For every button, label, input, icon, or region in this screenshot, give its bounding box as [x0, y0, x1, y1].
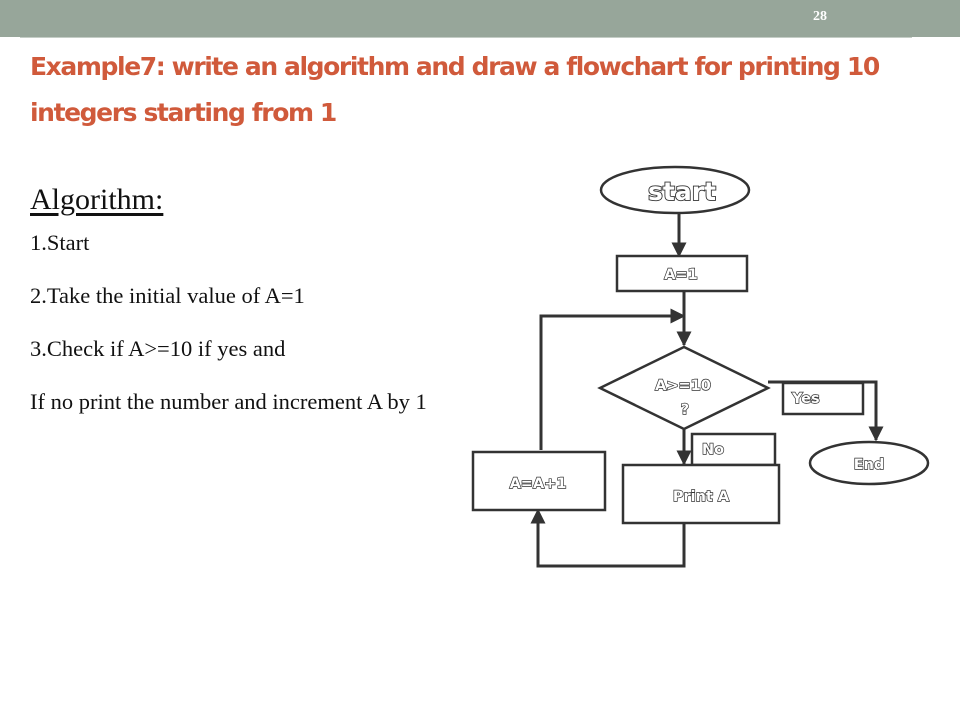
- no-label: No: [702, 442, 725, 458]
- yes-label: Yes: [792, 391, 820, 407]
- decision-label-line1: A>=10: [655, 378, 711, 394]
- algorithm-step-4: If no print the number and increment A by 1: [30, 389, 427, 414]
- start-label: start: [648, 177, 716, 206]
- algorithm-heading: Algorithm:: [30, 183, 164, 216]
- print-process-label: Print A: [672, 489, 730, 505]
- init-process-label: A=1: [664, 267, 698, 283]
- end-label: End: [853, 457, 885, 473]
- decision-label-line2: ?: [680, 402, 690, 418]
- slide-title: Example7: write an algorithm and draw a flowchart for printing 10 integers starting from 1: [30, 52, 879, 127]
- algorithm-step-1: 1.Start: [30, 230, 90, 255]
- algorithm-step-2: 2.Take the initial value of A=1: [30, 283, 305, 308]
- increment-process-label: A=A+1: [509, 476, 567, 492]
- algorithm-step-3: 3.Check if A>=10 if yes and: [30, 336, 286, 361]
- page-number: 28: [813, 9, 827, 24]
